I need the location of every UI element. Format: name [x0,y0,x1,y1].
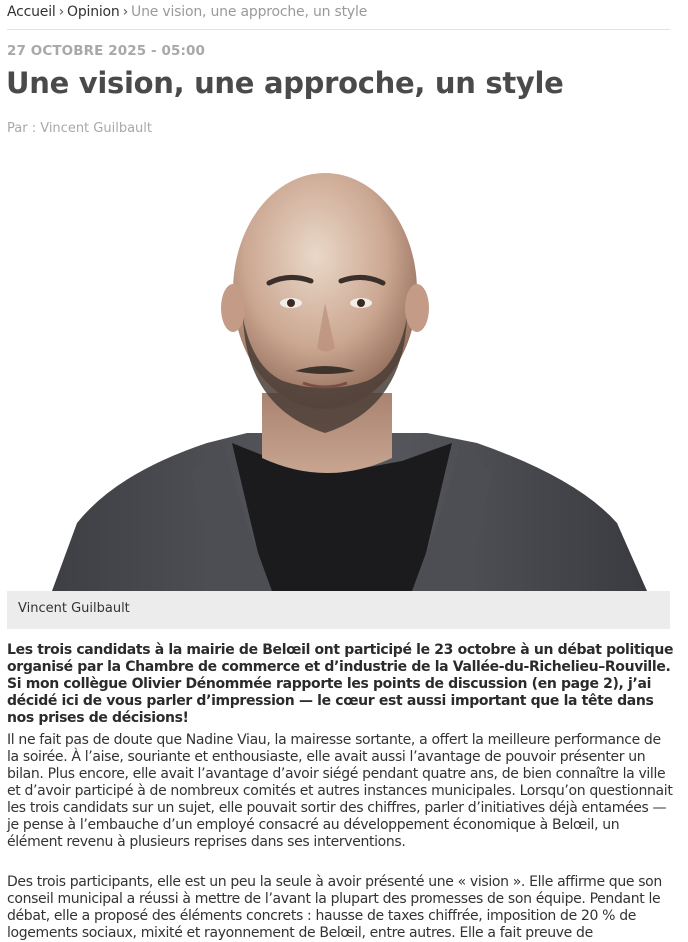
article-title: Une vision, une approche, un style [6,66,564,100]
photo-caption [7,591,670,629]
author-photo [7,143,670,591]
author-portrait-image [7,143,670,591]
article-paragraph: Il ne fait pas de doute que Nadine Viau, la mairesse sortante, a offert la meilleure performance de la soirée. À l’aise, souriante et enthousiaste, elle avait aussi l’avantage de pouvoir présenter un bilan. Plus encore, elle avait l’avantage d’avoir siégé pendant quatre ans, de bien connaître la ville et d’avoir participé à de nombreux comités et autres instances municipales. Lorsqu’on questionnait les trois candidats sur un sujet, elle pouvait sortir des chiffres, parler d’initiatives déjà entamées — je pense à l’embauche d’un employé consacré au développement économique à Belœil, un élément revenu à plusieurs reprises dans ses interventions. [7,732,673,850]
breadcrumb-current: Une vision, une approche, un style [131,4,368,20]
article-date: 27 OCTOBRE 2025 - 05:00 [7,43,206,59]
article-byline: Par : Vincent Guilbault [7,121,152,136]
article-paragraph: Des trois participants, elle est un peu la seule à avoir présenté une « vision ». Elle affirme que son conseil municipal a réussi à mettre de l’avant la plupart des promesses de son équipe. Pendant le débat, elle a proposé des éléments concrets : hausse de taxes chiffrée, imposition de 20 % de logements sociaux, mixité et rayonnement de Belœil, entre autres. Elle a fait preuve de [7,874,662,941]
breadcrumb-separator: › [58,4,64,20]
photo-caption-text: Vincent Guilbault [18,601,130,616]
breadcrumb-home-link[interactable]: Accueil [7,4,56,20]
header-divider [7,29,670,30]
breadcrumb [7,4,367,20]
breadcrumb-section-link[interactable]: Opinion [67,4,120,20]
breadcrumb-separator: › [122,4,129,20]
article-lead: Les trois candidats à la mairie de Belœil ont participé le 23 octobre à un débat politique organisé par la Chambre de commerce et d’industrie de la Vallée-du-Richelieu–Rouville. Si mon collègue Olivier Dénommée rapporte les points de discussion (en page 2), j’ai décidé ici de vous parler d’impression — le cœur est aussi important que la tête dans nos prises de décisions! [7,642,674,726]
